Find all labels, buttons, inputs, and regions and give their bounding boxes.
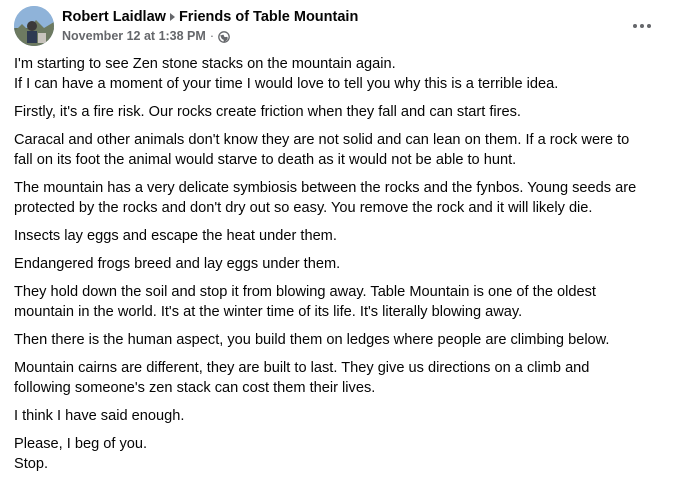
post-text-line: protected by the rocks and don't dry out so easy. You remove the rock and it will likely die. [14, 200, 593, 216]
post-paragraph [14, 406, 662, 426]
post-subline [62, 28, 622, 45]
group-name[interactable]: Friends of Table Mountain [178, 9, 359, 25]
post-text-line: I think I have said enough. [14, 408, 185, 424]
post-text-line: Insects lay eggs and escape the heat under them. [14, 228, 337, 244]
post-paragraph [14, 130, 662, 170]
post-text-line: mountain in the world. It's at the winter time of its life. It's literally blowing away. [14, 304, 523, 320]
post-text-line: If I can have a moment of your time I would love to tell you why this is a terrible idea. [14, 76, 559, 92]
post-text-line: Please, I beg of you. [14, 436, 148, 452]
post-text-line: Caracal and other animals don't know they are not solid and can lean on them. If a rock were to [14, 132, 630, 148]
post-title [62, 8, 622, 26]
author-avatar[interactable] [14, 6, 54, 46]
post-text-line: Mountain cairns are different, they are built to last. They give us directions on a climb and [14, 360, 590, 376]
post-paragraph [14, 102, 662, 122]
post-text-line: They hold down the soil and stop it from blowing away. Table Mountain is one of the oldest [14, 284, 596, 300]
post-paragraph [14, 178, 662, 218]
post-text-line: I'm starting to see Zen stone stacks on the mountain again. [14, 56, 396, 72]
post-text-line: Then there is the human aspect, you build them on ledges where people are climbing below. [14, 332, 610, 348]
separator-dot: · [209, 29, 214, 43]
post-paragraph [14, 54, 662, 94]
more-options-button[interactable] [628, 12, 656, 40]
author-name[interactable]: Robert Laidlaw [62, 9, 166, 25]
post-text-line: Endangered frogs breed and lay eggs under them. [14, 256, 341, 272]
post-body [14, 54, 662, 478]
arrow-right-icon [170, 13, 175, 21]
post-paragraph [14, 254, 662, 274]
post-header [14, 6, 662, 46]
post-text-line: following someone's zen stack can cost them their lives. [14, 380, 376, 396]
post-paragraph [14, 358, 662, 398]
post-paragraph [14, 434, 662, 474]
post-paragraph [14, 282, 662, 322]
post-text-line: fall on its foot the animal would starve to death as it would not be able to hunt. [14, 152, 517, 168]
post-paragraph [14, 226, 662, 246]
more-horizontal-icon [633, 24, 651, 28]
post-paragraph [14, 330, 662, 350]
post-text-line: Firstly, it's a fire risk. Our rocks create friction when they fall and can start fires. [14, 104, 521, 120]
globe-icon[interactable] [218, 31, 230, 43]
post-timestamp[interactable]: November 12 at 1:38 PM [62, 29, 206, 43]
post-meta [62, 8, 622, 45]
post-text-line: The mountain has a very delicate symbiosis between the rocks and the fynbos. Young seeds are [14, 180, 637, 196]
post-text-line: Stop. [14, 456, 49, 472]
